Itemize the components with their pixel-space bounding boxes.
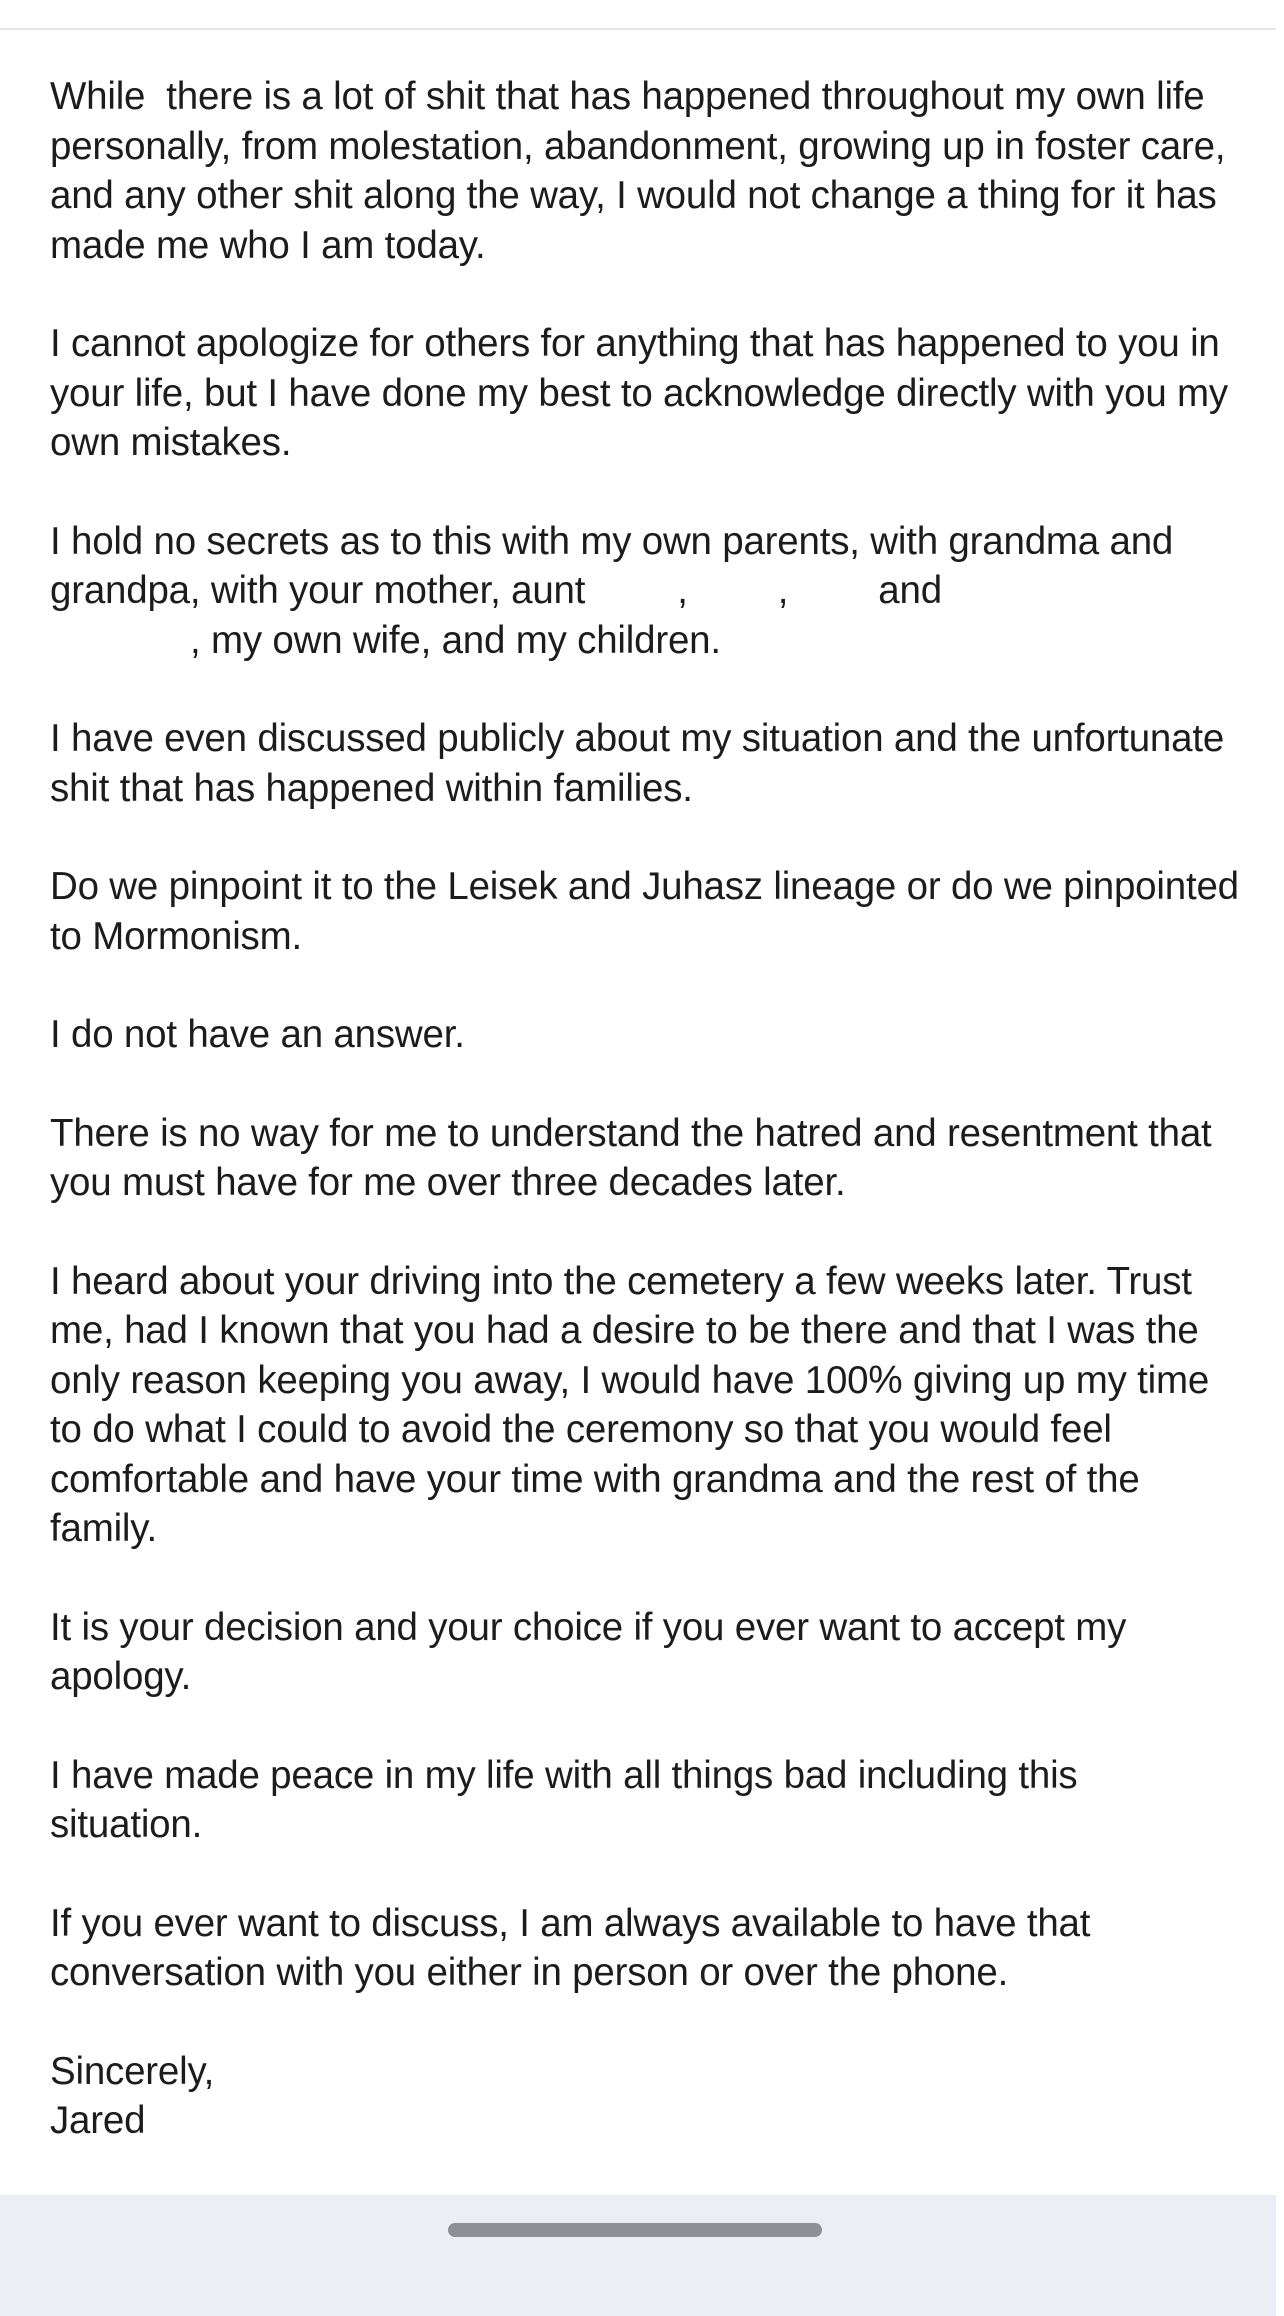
home-indicator[interactable]: [448, 2223, 822, 2237]
letter-paragraph: If you ever want to discuss, I am always available to have that conversation with you either in person or over the phone.: [50, 1901, 1101, 1994]
letter-closing: Sincerely,: [50, 2049, 215, 2093]
letter-paragraph: I heard about your driving into the cemetery a few weeks later. Trust me, had I known that you had a desire to be there and that I was the only reason keeping you away, I would have 100% giving up my time to do what I could to avoid the ceremony so that you would feel comfortable and have your time with grandma and the rest of the family.: [50, 1259, 1220, 1550]
letter-paragraph: There is no way for me to understand the hatred and resentment that you must have for me over three decades later.: [50, 1111, 1223, 1204]
letter-paragraph: I cannot apologize for others for anything that has happened to you in your life, but I have done my best to acknowledge directly with you my own mistakes.: [50, 322, 1239, 464]
letter-paragraph: I have made peace in my life with all things bad including this situation.: [50, 1753, 1088, 1846]
redacted-name: [605, 593, 677, 603]
top-divider: [0, 0, 1276, 30]
letter-paragraph: While there is a lot of shit that has happened throughout my own life personally, from molestation, abandonment, growing up in foster care, and any other shit along the way, I would not change a thing for it has made me who I am today.: [50, 75, 1236, 267]
redaction-comma: ,: [777, 569, 789, 612]
redacted-name: [585, 593, 605, 603]
redaction-comma: ,: [677, 569, 688, 612]
redacted-name: [50, 643, 190, 653]
letter-paragraph: It is your decision and your choice if you ever want to accept my apology.: [50, 1605, 1137, 1698]
letter-signature: Jared: [50, 2099, 146, 2142]
letter-paragraph: I do not have an answer.: [50, 1013, 465, 1056]
letter-paragraph-with-redactions: [50, 517, 1240, 666]
letter-text: I hold no secrets as to this with my own parents, with grandma and grandpa, with your mother, aunt: [50, 519, 1184, 612]
letter-body: [50, 72, 1250, 2146]
letter-paragraph: Do we pinpoint it to the Leisek and Juhasz lineage or do we pinpointed to Mormonism.: [50, 865, 1250, 958]
right-gutter: [1276, 0, 1284, 2316]
redacted-name: [788, 593, 878, 603]
letter-text: and: [878, 569, 942, 612]
letter-paragraph: I have even discussed publicly about my situation and the unfortunate shit that has happened within families.: [50, 717, 1235, 810]
letter-text: , my own wife, and my children.: [190, 618, 721, 662]
redacted-name: [688, 593, 778, 603]
system-navigation-bar: [0, 2195, 1276, 2316]
